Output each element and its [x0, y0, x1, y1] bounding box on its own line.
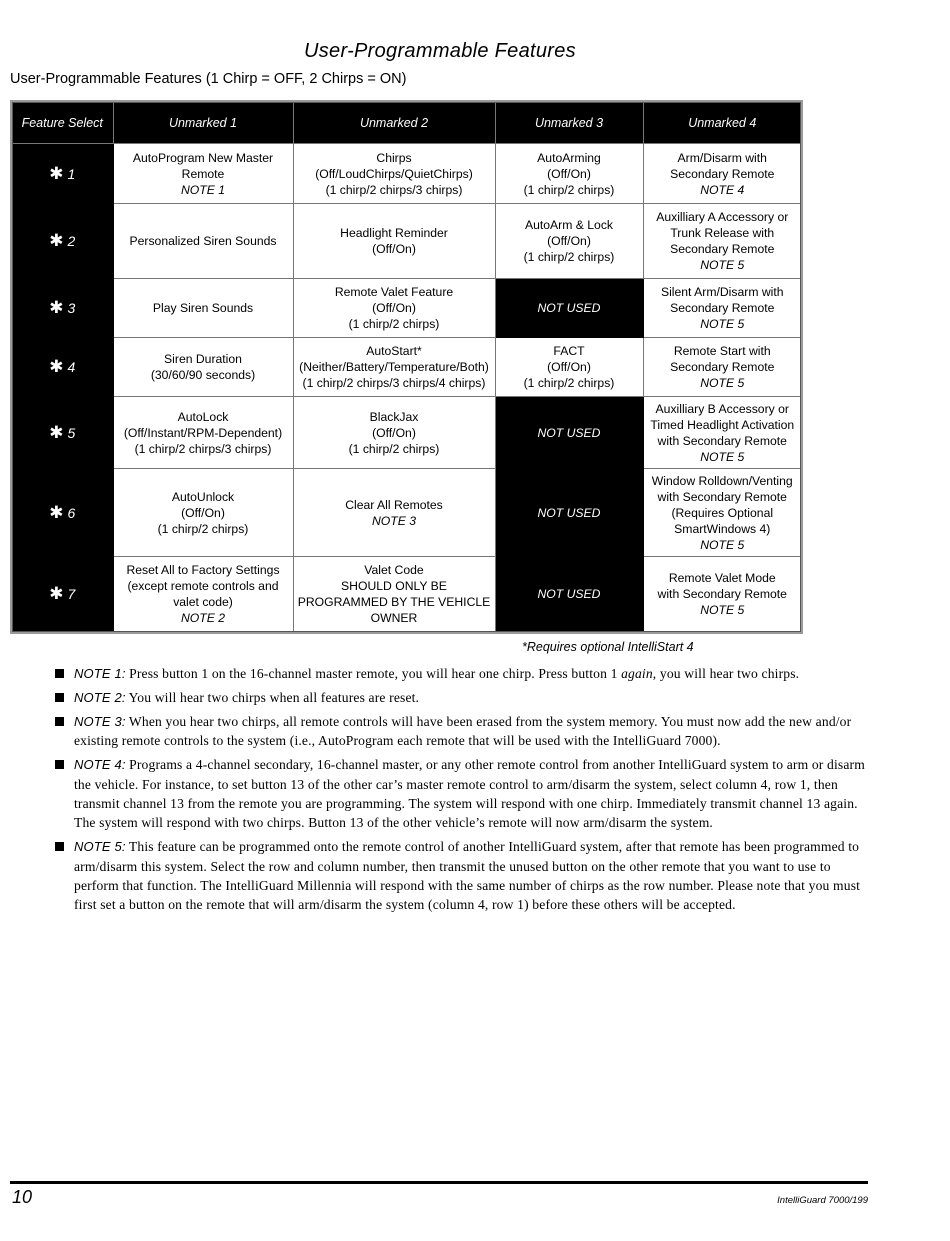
note-label: NOTE 5: [74, 839, 126, 855]
cell-text-line: PROGRAMMED BY THE VEHICLE [297, 595, 491, 610]
cell-text-line: (Off/On) [181, 505, 225, 520]
header-unmarked-4: Unmarked 4 [643, 101, 802, 144]
cell-text-line: Siren Duration [164, 352, 242, 366]
note-reference: NOTE 5 [700, 376, 745, 390]
table-subtitle: User-Programmable Features (1 Chirp = OFF, 2 Chirps = ON) [10, 71, 407, 87]
feature-select-number: 7 [67, 586, 76, 603]
feature-select-number: 3 [67, 300, 76, 316]
feature-cell [643, 338, 802, 397]
cell-text-line: SHOULD ONLY BE [341, 579, 447, 594]
cell-text-line: (Off/On) [547, 166, 591, 181]
feature-select-number: 6 [67, 504, 76, 521]
header-feature-select [11, 101, 113, 144]
feature-cell [293, 279, 495, 338]
footer-divider [10, 1181, 868, 1184]
note-reference: NOTE 4 [700, 182, 745, 197]
cell-text-line: (1 chirp/2 chirps) [523, 376, 615, 390]
cell-text-line: Remote [181, 166, 225, 181]
cell-text-line: (30/60/90 seconds) [150, 368, 256, 382]
header-label: Feature Select [21, 115, 103, 130]
feature-select-cell [11, 397, 113, 469]
not-used-label: NOT USED [537, 425, 601, 440]
feature-cell [643, 557, 802, 633]
cell-text-line: Window Rolldown/Venting [651, 473, 793, 488]
note-text: Programs a 4-channel secondary, 16-channel master, or any other remote control from another IntelliGuard system to arm or disarm the vehicle. For instance, to set button 13 of the other car’s master remote control to arm/disarm the system, select column 4, row 1, then transmit channel 13 from the remote you are programming. The system will respond with one chirp. Immediately transmit channel 13 again. The system will respond with two chirps. Button 13 of the other vehicle’s remote will now arm/disarm the system. [74, 757, 865, 831]
cell-text-line: (except remote controls and [127, 579, 279, 594]
note-reference: NOTE 5 [700, 603, 745, 618]
asterisk-icon: ✱ [49, 422, 64, 442]
cell-text-line: Remote Valet Feature [334, 285, 454, 299]
feature-select-cell [11, 204, 113, 279]
cell-text-line: AutoArming [537, 150, 601, 165]
note-text: , you will hear two chirps. [652, 666, 800, 681]
table-row [11, 469, 802, 557]
cell-text-line: SmartWindows 4) [674, 521, 771, 536]
footer-product-name: IntelliGuard 7000/199 [777, 1195, 868, 1206]
feature-cell [643, 469, 802, 557]
feature-cell [495, 204, 643, 279]
page-title: User-Programmable Features [304, 40, 576, 62]
cell-text-line: (1 chirp/2 chirps) [523, 182, 615, 197]
not-used-label: NOT USED [537, 587, 601, 602]
cell-text-line: (1 chirp/2 chirps/3 chirps) [134, 441, 272, 456]
note-text: You will hear two chirps when all features are reset. [125, 689, 420, 705]
note-item [55, 664, 870, 683]
cell-text-line: FACT [553, 344, 585, 358]
feature-select-number: 5 [67, 424, 76, 441]
feature-cell [643, 204, 802, 279]
cell-text-line: (Off/LoudChirps/QuietChirps) [315, 166, 473, 181]
note-text: Press button 1 on the 16-channel master remote, you will hear one chirp. Press button 1 [125, 666, 622, 681]
asterisk-icon: ✱ [49, 584, 64, 604]
feature-cell [643, 144, 802, 204]
header-unmarked-2: Unmarked 2 [293, 101, 495, 144]
feature-cell [113, 397, 293, 469]
square-bullet-icon [55, 717, 64, 726]
not-used-label: NOT USED [537, 505, 601, 520]
note-item [55, 755, 870, 833]
cell-text-line: Remote Start with [673, 344, 771, 358]
cell-text-line: (Off/On) [372, 301, 416, 315]
note-item [55, 837, 870, 915]
cell-text-line: (1 chirp/2 chirps) [348, 317, 440, 331]
cell-text-line: AutoProgram New Master [132, 150, 274, 165]
asterisk-icon: ✱ [49, 357, 64, 376]
note-reference: NOTE 1 [180, 182, 226, 197]
not-used-label: NOT USED [537, 301, 601, 315]
note-reference: NOTE 5 [700, 317, 745, 331]
feature-cell [293, 557, 495, 633]
header-unmarked-3: Unmarked 3 [495, 101, 643, 144]
asterisk-icon: ✱ [49, 502, 64, 522]
feature-cell [495, 144, 643, 204]
feature-cell [643, 397, 802, 469]
feature-cell [495, 338, 643, 397]
cell-text-line: Personalized Siren Sounds [129, 234, 277, 248]
note-emphasis: again [621, 666, 653, 681]
page-number: 10 [12, 1187, 33, 1207]
note-text: This feature can be programmed onto the remote control of another IntelliGuard system, after that remote has been programmed to arm/disarm this system. Select the row and column number, then transmit the unused button on the other remote that you want to use to perform that function. The IntelliGuard Millennia will respond with the same number of chirps as the row number. Please note that you must first set a button on the remote that will arm/disarm the system (column 4, row 1) before these others will be accepted. [74, 839, 861, 913]
note-reference: NOTE 5 [700, 537, 745, 552]
cell-text-line: (Off/On) [372, 425, 416, 440]
note-text: When you hear two chirps, all remote controls will have been erased from the system memory. You must now add the new and/or existing remote controls to the system (i.e., AutoProgram each remote that will be used with the IntelliGuard 7000). [74, 713, 852, 749]
cell-text-line: (1 chirp/2 chirps) [523, 250, 615, 264]
feature-cell [113, 469, 293, 557]
cell-text-line: Secondary Remote [670, 166, 775, 181]
cell-text-line: Play Siren Sounds [152, 301, 254, 315]
feature-cell [495, 397, 643, 469]
feature-cell [293, 397, 495, 469]
square-bullet-icon [55, 669, 64, 678]
cell-text-line: Valet Code [364, 563, 424, 578]
note-reference: NOTE 3 [371, 513, 417, 528]
cell-text-line: Reset All to Factory Settings [126, 563, 280, 578]
cell-text-line: AutoStart* [366, 344, 422, 358]
feature-cell [643, 279, 802, 338]
cell-text-line: Trunk Release with [670, 226, 775, 240]
feature-cell [113, 338, 293, 397]
table-header-row [11, 101, 802, 144]
cell-text-line: (1 chirp/2 chirps) [157, 521, 249, 536]
cell-text-line: Auxilliary A Accessory or [656, 210, 789, 224]
square-bullet-icon [55, 693, 64, 702]
asterisk-icon: ✱ [49, 163, 64, 183]
cell-text-line: (Requires Optional [671, 505, 774, 520]
feature-select-cell [11, 557, 113, 633]
cell-text-line: Silent Arm/Disarm with [660, 285, 784, 299]
cell-text-line: Timed Headlight Activation [650, 417, 795, 432]
table-row [11, 338, 802, 397]
cell-text-line: (Off/Instant/RPM-Dependent) [123, 425, 283, 440]
note-label: NOTE 2: [74, 689, 126, 705]
cell-text-line: Headlight Reminder [340, 226, 448, 240]
note-reference: NOTE 5 [700, 449, 745, 464]
feature-select-cell [11, 279, 113, 338]
feature-select-number: 2 [67, 233, 76, 249]
note-item [55, 688, 870, 707]
cell-text-line: (Off/On) [372, 242, 416, 256]
feature-cell [293, 338, 495, 397]
cell-text-line: with Secondary Remote [657, 489, 787, 504]
note-label: NOTE 3: [74, 713, 126, 729]
asterisk-icon: ✱ [49, 231, 64, 250]
feature-cell [113, 204, 293, 279]
table-row [11, 557, 802, 633]
feature-cell [293, 469, 495, 557]
feature-select-cell [11, 144, 113, 204]
table-row [11, 397, 802, 469]
cell-text-line: (Neither/Battery/Temperature/Both) [299, 360, 489, 374]
features-table [10, 100, 803, 634]
feature-cell [113, 557, 293, 633]
cell-text-line: OWNER [370, 611, 418, 626]
header-unmarked-1: Unmarked 1 [113, 101, 293, 144]
table-row [11, 204, 802, 279]
cell-text-line: Arm/Disarm with [677, 150, 767, 165]
cell-text-line: Auxilliary B Accessory or [655, 401, 789, 416]
feature-cell [495, 557, 643, 633]
note-item [55, 712, 870, 751]
feature-select-number: 1 [67, 165, 76, 182]
note-reference: NOTE 5 [700, 258, 745, 272]
notes-list [55, 664, 870, 919]
table-body [11, 144, 802, 633]
cell-text-line: AutoUnlock [171, 489, 235, 504]
feature-cell [495, 279, 643, 338]
cell-text-line: AutoArm & Lock [524, 218, 614, 232]
cell-text-line: (1 chirp/2 chirps) [348, 441, 440, 456]
cell-text-line: valet code) [173, 595, 233, 610]
note-reference: NOTE 2 [180, 611, 226, 626]
footnote: *Requires optional IntelliStart 4 [522, 640, 694, 654]
cell-text-line: Remote Valet Mode [668, 571, 776, 586]
cell-text-line: Secondary Remote [670, 242, 775, 256]
cell-text-line: Secondary Remote [670, 360, 775, 374]
cell-text-line: Clear All Remotes [345, 497, 443, 512]
cell-text-line: BlackJax [369, 409, 419, 424]
table-row [11, 144, 802, 204]
feature-select-cell [11, 469, 113, 557]
cell-text-line: (Off/On) [547, 360, 591, 374]
cell-text-line: (1 chirp/2 chirps/3 chirps) [325, 182, 463, 197]
cell-text-line: AutoLock [177, 409, 229, 424]
cell-text-line: Secondary Remote [670, 301, 775, 315]
feature-cell [293, 204, 495, 279]
feature-select-cell [11, 338, 113, 397]
note-label: NOTE 4: [74, 757, 126, 773]
asterisk-icon: ✱ [49, 298, 64, 317]
feature-cell [113, 279, 293, 338]
cell-text-line: Chirps [376, 150, 412, 165]
cell-text-line: (1 chirp/2 chirps/3 chirps/4 chirps) [302, 376, 486, 390]
square-bullet-icon [55, 842, 64, 851]
feature-cell [113, 144, 293, 204]
cell-text-line: (Off/On) [547, 234, 591, 248]
feature-select-number: 4 [67, 359, 76, 375]
cell-text-line: with Secondary Remote [657, 433, 787, 448]
cell-text-line: with Secondary Remote [657, 587, 787, 602]
feature-cell [293, 144, 495, 204]
note-label: NOTE 1: [74, 666, 126, 681]
feature-cell [495, 469, 643, 557]
square-bullet-icon [55, 760, 64, 769]
table-row [11, 279, 802, 338]
